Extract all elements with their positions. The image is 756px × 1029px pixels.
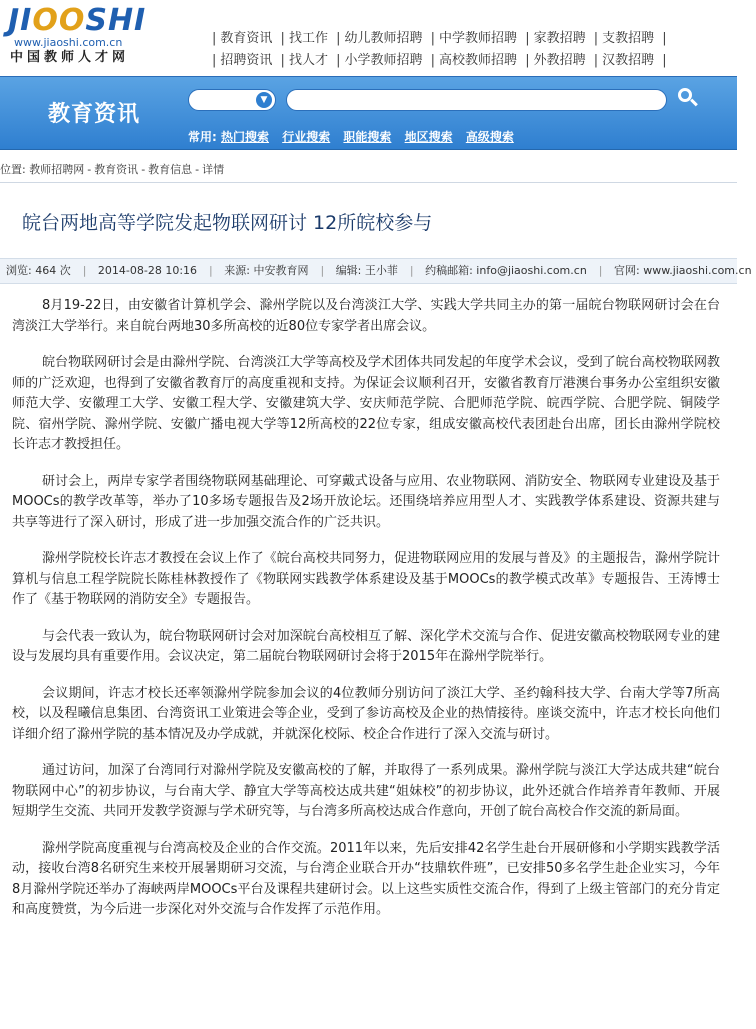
search-category-select[interactable] xyxy=(188,89,276,111)
breadcrumb-item[interactable]: 教育资讯 xyxy=(94,163,139,176)
article-title: 皖台两地高等学院发起物联网研讨 12所皖校参与 xyxy=(22,212,433,234)
article-paragraph: 研讨会上，两岸专家学者围绕物联网基础理论、可穿戴式设备与应用、农业物联网、消防安全、物联网专业建设及基于MOOCs的教学改革等，举办了10多场专题报告及2场开放论坛。还围绕培养应用型人才、实践教学体系建设、资源共建与共享等进行了深入研讨，形成了进一步加强交流合作的广泛共识。 xyxy=(12,473,720,530)
nav-link[interactable]: 支教招聘 xyxy=(602,31,655,46)
nav-link[interactable]: 汉教招聘 xyxy=(602,53,655,68)
section-title: 教育资讯 xyxy=(48,102,141,127)
breadcrumb-item[interactable]: 位置: 教师招聘网 xyxy=(0,163,85,176)
nav-link[interactable]: 中学教师招聘 xyxy=(439,31,518,46)
article-body xyxy=(12,296,720,937)
nav-link[interactable]: 找工作 xyxy=(288,31,328,46)
nav-link[interactable]: 外教招聘 xyxy=(533,53,586,68)
meta-views: 浏览: 464 次 xyxy=(6,264,71,277)
common-link-advanced[interactable]: 高级搜索 xyxy=(465,130,514,144)
article-paragraph: 皖台物联网研讨会是由滁州学院、台湾淡江大学等高校及学术团体共同发起的年度学术会议，受到了皖台高校物联网教师的广泛欢迎，也得到了安徽省教育厅的高度重视和支持。为保证会议顺利召开，安徽省教育厅港澳台事务办公室组织安徽师范大学、安徽理工大学、安徽工程大学、安徽建筑大学、安庆师范学院、合肥师范学院、皖西学院、合肥学院、铜陵学院、宿州学院、滁州学院、安徽广播电视大学等12所高校的22位专家，组成安徽高校代表团赴台出席，团长由滁州学院校长许志才教授担任。 xyxy=(12,355,720,452)
top-nav xyxy=(208,28,728,72)
site-header xyxy=(0,0,737,76)
common-link-industry[interactable]: 行业搜索 xyxy=(282,130,331,144)
article-paragraph: 会议期间，许志才校长还率领滁州学院参加会议的4位教师分别访问了淡江大学、圣约翰科技大学、台南大学等7所高校，以及程曦信息集团、台湾资讯工业策进会等企业，受到了参访高校及企业的热情接待。座谈交流中，许志才校长向他们详细介绍了滁州学院的基本情况及办学成就，并就深化校际、校企合作进行了深入交流与研讨。 xyxy=(12,685,720,742)
nav-link[interactable]: 小学教师招聘 xyxy=(344,53,423,68)
breadcrumb-item[interactable]: 教育信息 xyxy=(148,163,193,176)
meta-date: 2014-08-28 10:16 xyxy=(97,264,198,277)
top-nav-row-1: | 教育资讯 | 找工作 | 幼儿教师招聘 | 中学教师招聘 | 家教招聘 | 支教招聘 | xyxy=(212,31,667,46)
logo-tagline: 中国教师人才网 xyxy=(10,50,130,65)
breadcrumb-current: 详情 xyxy=(202,163,225,176)
logo-mark: JIOOSHI xyxy=(8,3,147,38)
article-paragraph: 8月19-22日，由安徽省计算机学会、滁州学院以及台湾淡江大学、实践大学共同主办的第一届皖台物联网研讨会在台湾淡江大学举行。来自皖台两地30多所高校的近80位专家学者出席会议。 xyxy=(12,298,720,334)
nav-link[interactable]: 幼儿教师招聘 xyxy=(344,31,423,46)
common-search-links xyxy=(188,128,523,145)
breadcrumb: 位置: 教师招聘网 - 教育资讯 - 教育信息 - 详情 xyxy=(0,163,225,176)
search-input[interactable] xyxy=(286,89,667,111)
top-nav-row-2: | 招聘资讯 | 找人才 | 小学教师招聘 | 高校教师招聘 | 外教招聘 | 汉教招聘 | xyxy=(212,53,667,68)
common-link-hot[interactable]: 热门搜索 xyxy=(221,130,270,144)
chevron-down-icon: ▼ xyxy=(256,92,272,108)
meta-editor: 编辑: 王小菲 xyxy=(335,264,398,277)
nav-link[interactable]: 找人才 xyxy=(288,53,328,68)
site-logo[interactable] xyxy=(8,3,173,68)
article-paragraph: 滁州学院高度重视与台湾高校及企业的合作交流。2011年以来，先后安排42名学生赴台开展研修和小学期实践教学活动，接收台湾8名研究生来校开展暑期研习交流，与台湾企业联合开办“技鼎软件班”，已安排50多名学生赴企业实习，今年8月滁州学院还举办了海峡两岸MOOCs平台及课程共建研讨会。以上这些实质性交流合作，得到了上级主管部门的充分肯定和高度赞赏，为今后进一步深化对外交流与合作发挥了示范作用。 xyxy=(12,840,720,917)
meta-site: 官网: www.jiaoshi.com.cn xyxy=(614,264,752,277)
nav-link[interactable]: 家教招聘 xyxy=(533,31,586,46)
nav-link[interactable]: 高校教师招聘 xyxy=(439,53,518,68)
nav-link[interactable]: 教育资讯 xyxy=(220,31,273,46)
article-paragraph: 滁州学院校长许志才教授在会议上作了《皖台高校共同努力，促进物联网应用的发展与普及》的主题报告，滁州学院计算机与信息工程学院院长陈桂林教授作了《物联网实践教学体系建设及基于MOOCs的教学模式改革》专题报告、王涛博士作了《基于物联网的消防安全》专题报告。 xyxy=(12,551,720,607)
divider xyxy=(0,182,737,183)
logo-url: www.jiaoshi.com.cn xyxy=(14,36,123,49)
nav-link[interactable]: 招聘资讯 xyxy=(220,53,273,68)
article-meta: 浏览: 464 次 | 2014-08-28 10:16 | 来源: 中安教育网 | 编辑: 王小菲 | 约稿邮箱: info@jiaoshi.com.cn | 官网: www.jiaoshi.com.cn xyxy=(0,258,737,284)
common-link-region[interactable]: 地区搜索 xyxy=(404,130,453,144)
common-link-function[interactable]: 职能搜索 xyxy=(343,130,392,144)
article-paragraph: 与会代表一致认为，皖台物联网研讨会对加深皖台高校相互了解、深化学术交流与合作、促进安徽高校物联网专业的建设与发展均具有重要作用。会议决定，第二届皖台物联网研讨会将于2015年在滁州学院举行。 xyxy=(12,628,720,664)
meta-email: 约稿邮箱: info@jiaoshi.com.cn xyxy=(425,264,587,277)
common-label: 常用: xyxy=(188,130,217,144)
search-button[interactable] xyxy=(676,86,700,112)
meta-source: 来源: 中安教育网 xyxy=(224,264,309,277)
search-banner xyxy=(0,76,737,150)
article-paragraph: 通过访问，加深了台湾同行对滁州学院及安徽高校的了解，并取得了一系列成果。滁州学院与淡江大学达成共建“皖台物联网中心”的初步协议，与台南大学、静宜大学等高校达成共建“姐妹校”的初步协议，此外还就合作培养青年教师、开展短期学生交流、共同开发教学资源与学术研究等，与台湾多所高校达成合作意向，开创了皖台高校合作交流的新局面。 xyxy=(12,763,720,819)
